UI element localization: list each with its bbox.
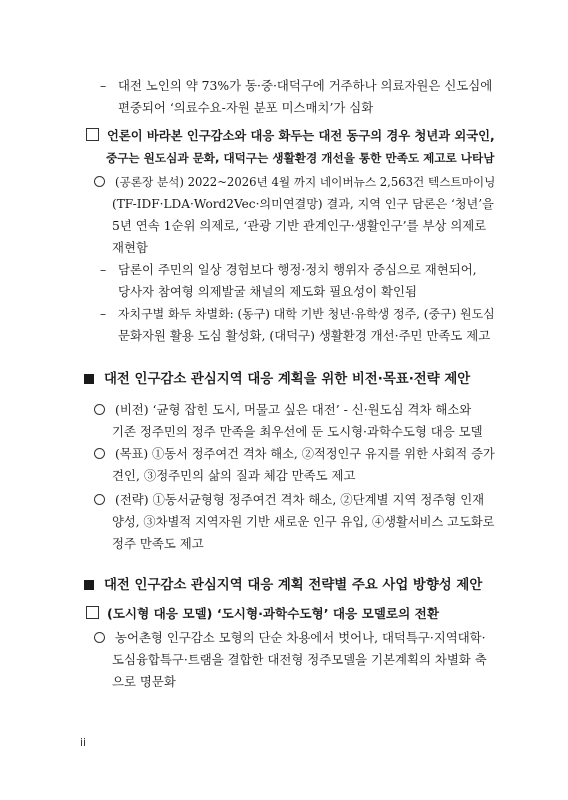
square-bullet-icon <box>86 128 99 141</box>
circle-item-discourse-analysis: (공론장 분석) 2022~2026년 4월 까지 네이버뉴스 2,563건 텍스트마이닝 <box>94 174 495 190</box>
square-bullet-icon <box>86 606 99 619</box>
black-square-bullet-icon <box>84 374 94 384</box>
circle-item-vision: (비전) ‘균형 잡힌 도시, 머물고 싶은 대전’ - 신·원도심 격차 해소와 <box>94 402 471 418</box>
section-media-discourse-heading: 언론이 바라본 인구감소와 대응 화두는 대전 동구의 경우 청년과 외국인, <box>86 128 495 144</box>
circle-item-urban-model-l3: 으로 명문화 <box>112 674 176 689</box>
dash-bullet-icon: – <box>100 78 107 93</box>
section-project-direction-heading: 대전 인구감소 관심지역 대응 계획 전략별 주요 사업 방향성 제안 <box>84 578 482 594</box>
circle-item-discourse-analysis-l2: (TF-IDF·LDA·Word2Vec·의미연결망) 결과, 지역 인구 담론은 ‘청년’을 <box>112 197 494 211</box>
subsection-urban-model: (도시형 대응 모델) ‘도시형·과학수도형’ 대응 모델로의 전환 <box>86 606 439 622</box>
section-vision-heading: 대전 인구감소 관심지역 대응 계획을 위한 비전·목표·전략 제안 <box>84 372 470 388</box>
circle-item-urban-model-l2: 도심융합특구·트램을 결합한 대전형 정주모델을 기본계획의 차별화 축 <box>112 652 487 667</box>
circle-item-goals: (목표) ①동서 정주여건 격차 해소, ②적정인구 유지를 위한 사회적 증가 <box>94 446 495 462</box>
dash-item-discourse-representation-l2: 당사자 참여형 의제발굴 채널의 제도화 필요성이 확인됨 <box>118 284 417 299</box>
circle-item-vision-l2: 기존 정주민의 정주 만족을 최우선에 둔 도시형·과학수도형 대응 모델 <box>112 424 483 439</box>
dash-bullet-icon: – <box>100 307 106 321</box>
bullet-elderly-distribution: – 대전 노인의 약 73%가 동·중·대덕구에 거주하나 의료자원은 신도심에 <box>100 78 493 93</box>
dash-item-discourse-representation: – 담론이 주민의 일상 경험보다 행정·정치 행위자 중심으로 재현되어, <box>100 262 477 277</box>
circle-item-goals-l2: 견인, ③정주민의 삶의 질과 체감 만족도 제고 <box>112 468 356 483</box>
circle-item-strategy-l3: 정주 만족도 제고 <box>112 536 204 551</box>
bullet-elderly-distribution-cont: 편중되어 ‘의료수요-자원 분포 미스매치’가 심화 <box>118 100 374 115</box>
circle-bullet-icon <box>94 448 105 459</box>
circle-item-strategy: (전략) ①동서균형형 정주여건 격차 해소, ②단계별 지역 정주형 인재 <box>94 492 484 508</box>
circle-item-strategy-l2: 양성, ③차별적 지역자원 기반 새로운 인구 유입, ④생활서비스 고도화로 <box>112 515 495 529</box>
dash-item-district-topics-l2: 문화자원 활용 도심 활성화, (대덕구) 생활환경 개선·주민 만족도 제고 <box>118 328 491 343</box>
page-number: ii <box>80 736 87 749</box>
circle-item-discourse-analysis-l4: 재현함 <box>112 240 148 255</box>
circle-bullet-icon <box>94 494 105 505</box>
dash-item-district-topics: – 자치구별 화두 차별화: (동구) 대학 기반 청년·유학생 정주, (중구) 원도심 <box>100 307 495 321</box>
circle-item-urban-model: 농어촌형 인구감소 모형의 단순 차용에서 벗어나, 대덕특구·지역대학· <box>94 630 486 646</box>
section-media-discourse-heading-cont: 중구는 원도심과 문화, 대덕구는 생활환경 개선을 통한 만족도 제고로 나타남 <box>106 151 495 165</box>
circle-item-discourse-analysis-l3: 5년 연속 1순위 의제로, ‘관광 기반 관계인구·생활인구’를 부상 의제로 <box>112 218 487 233</box>
black-square-bullet-icon <box>84 580 94 590</box>
circle-bullet-icon <box>94 404 105 415</box>
circle-bullet-icon <box>94 632 105 643</box>
dash-bullet-icon: – <box>100 262 107 277</box>
circle-bullet-icon <box>94 176 105 187</box>
